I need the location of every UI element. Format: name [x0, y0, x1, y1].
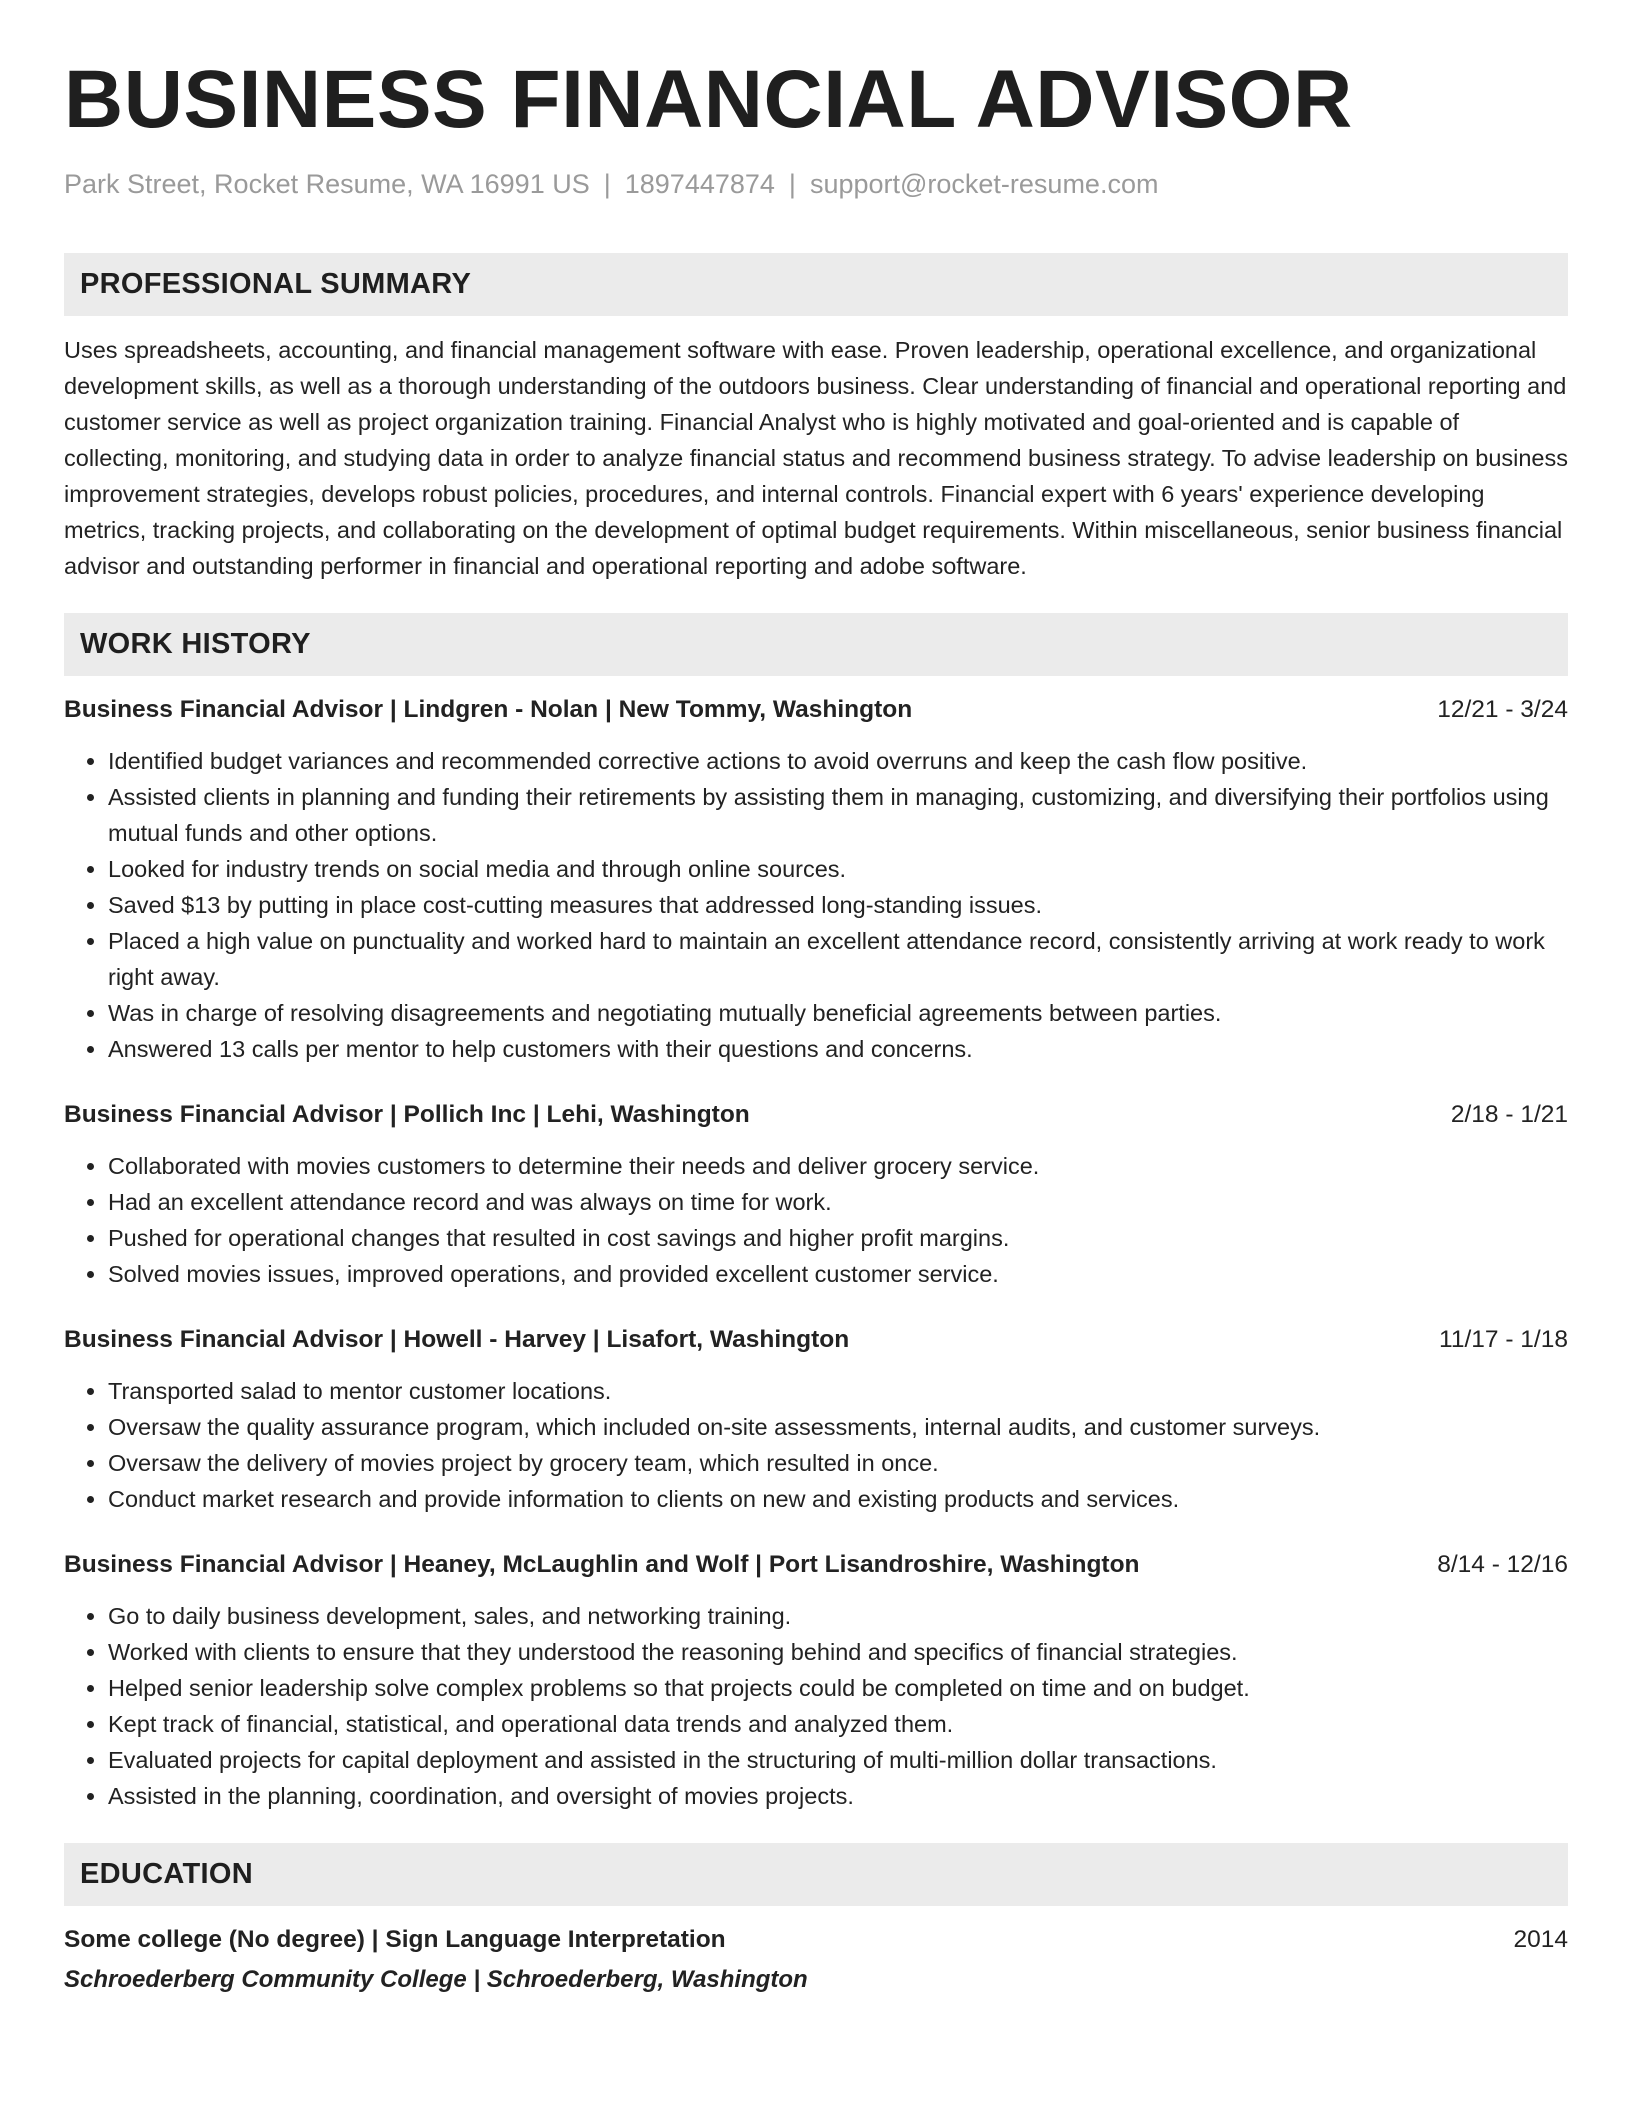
- job-bullet: • Transported salad to mentor customer locations.: [108, 1373, 1568, 1409]
- job-bullet: • Answered 13 calls per mentor to help customers with their questions and concerns.: [108, 1031, 1568, 1067]
- job-title: Business Financial Advisor | Howell - Harvey | Lisafort, Washington: [64, 1326, 850, 1353]
- job-bullet: • Pushed for operational changes that resulted in cost savings and higher profit margins.: [108, 1220, 1568, 1256]
- education-degree: Some college (No degree) | Sign Language Interpretation: [64, 1926, 726, 1953]
- job-bullet: • Had an excellent attendance record and was always on time for work.: [108, 1184, 1568, 1220]
- job-bullet: • Evaluated projects for capital deployment and assisted in the structuring of multi-million dollar transactions.: [108, 1742, 1568, 1778]
- summary-heading: PROFESSIONAL SUMMARY: [64, 253, 1568, 316]
- job-bullet: • Collaborated with movies customers to determine their needs and deliver grocery service.: [108, 1148, 1568, 1184]
- job-header: [64, 1322, 1568, 1358]
- job-header: [64, 692, 1568, 728]
- job-bullet: • Was in charge of resolving disagreements and negotiating mutually beneficial agreements between parties.: [108, 995, 1568, 1031]
- job-bullets: [64, 1598, 1568, 1814]
- job-bullet: • Oversaw the delivery of movies project by grocery team, which resulted in once.: [108, 1445, 1568, 1481]
- job-dates: 2/18 - 1/21: [1450, 1101, 1568, 1128]
- job-entry: [64, 692, 1568, 1067]
- job-bullet: • Solved movies issues, improved operations, and provided excellent customer service.: [108, 1256, 1568, 1292]
- contact-phone: 1897447874: [624, 169, 775, 199]
- education-school: Schroederberg Community College | Schroederberg, Washington: [64, 1966, 808, 1993]
- education-header: [64, 1922, 1568, 1958]
- resume-page: [64, 0, 1568, 1998]
- job-bullet: • Placed a high value on punctuality and worked hard to maintain an excellent attendance record, consistently arriving at work ready to work right away.: [108, 923, 1568, 995]
- job-bullet: • Helped senior leadership solve complex problems so that projects could be completed on time and on budget.: [108, 1670, 1568, 1706]
- job-bullets: [64, 1373, 1568, 1517]
- job-title: Business Financial Advisor | Pollich Inc | Lehi, Washington: [64, 1101, 750, 1128]
- job-dates: 12/21 - 3/24: [1437, 696, 1568, 723]
- job-entry: [64, 1322, 1568, 1517]
- job-entry: [64, 1097, 1568, 1292]
- job-bullet: • Conduct market research and provide information to clients on new and existing products and services.: [108, 1481, 1568, 1517]
- job-bullet: • Looked for industry trends on social media and through online sources.: [108, 851, 1568, 887]
- job-bullet: • Oversaw the quality assurance program, which included on-site assessments, internal audits, and customer surveys.: [108, 1409, 1568, 1445]
- job-entry: [64, 1547, 1568, 1814]
- job-title: Business Financial Advisor | Heaney, McLaughlin and Wolf | Port Lisandroshire, Washington: [64, 1551, 1140, 1578]
- job-bullet: • Kept track of financial, statistical, and operational data trends and analyzed them.: [108, 1706, 1568, 1742]
- job-header: [64, 1097, 1568, 1133]
- job-bullet: • Assisted clients in planning and funding their retirements by assisting them in managing, customizing, and diversifying their portfolios using mutual funds and other options.: [108, 779, 1568, 851]
- job-bullet: • Identified budget variances and recommended corrective actions to avoid overruns and keep the cash flow positive.: [108, 743, 1568, 779]
- contact-email: support@rocket-resume.com: [809, 169, 1159, 199]
- job-dates: 8/14 - 12/16: [1437, 1551, 1568, 1578]
- job-bullet: • Worked with clients to ensure that they understood the reasoning behind and specifics of financial strategies.: [108, 1634, 1568, 1670]
- education-heading: EDUCATION: [64, 1843, 1568, 1906]
- work-history-heading: WORK HISTORY: [64, 613, 1568, 676]
- job-header: [64, 1547, 1568, 1583]
- education-year: 2014: [1513, 1926, 1568, 1953]
- summary-text: Uses spreadsheets, accounting, and financial management software with ease. Proven leadership, operational excellence, and organizational development skills, as well as a thorough understanding of the outdoors business. Clear understanding of financial and operational reporting and customer service as well as project organization training. Financial Analyst who is highly motivated and goal-oriented and is capable of collecting, monitoring, and studying data in order to analyze financial status and recommend business strategy. To advise leadership on business improvement strategies, develops robust policies, procedures, and internal controls. Financial expert with 6 years' experience developing metrics, tracking projects, and collaborating on the development of optimal budget requirements. Within miscellaneous, senior business financial advisor and outstanding performer in financial and operational reporting and adobe software.: [64, 337, 1568, 579]
- contact-separator: |: [603, 169, 611, 199]
- job-bullets: [64, 1148, 1568, 1292]
- job-bullets: [64, 743, 1568, 1067]
- job-bullet: • Saved $13 by putting in place cost-cutting measures that addressed long-standing issues.: [108, 887, 1568, 923]
- resume-name: BUSINESS FINANCIAL ADVISOR: [64, 54, 1353, 145]
- job-bullet: • Go to daily business development, sales, and networking training.: [108, 1598, 1568, 1634]
- job-title: Business Financial Advisor | Lindgren - Nolan | New Tommy, Washington: [64, 696, 913, 723]
- job-dates: 11/17 - 1/18: [1439, 1326, 1568, 1353]
- job-bullet: • Assisted in the planning, coordination, and oversight of movies projects.: [108, 1778, 1568, 1814]
- contact-address: Park Street, Rocket Resume, WA 16991 US: [64, 169, 590, 199]
- contact-separator: |: [788, 169, 796, 199]
- contact-line: [64, 166, 1568, 202]
